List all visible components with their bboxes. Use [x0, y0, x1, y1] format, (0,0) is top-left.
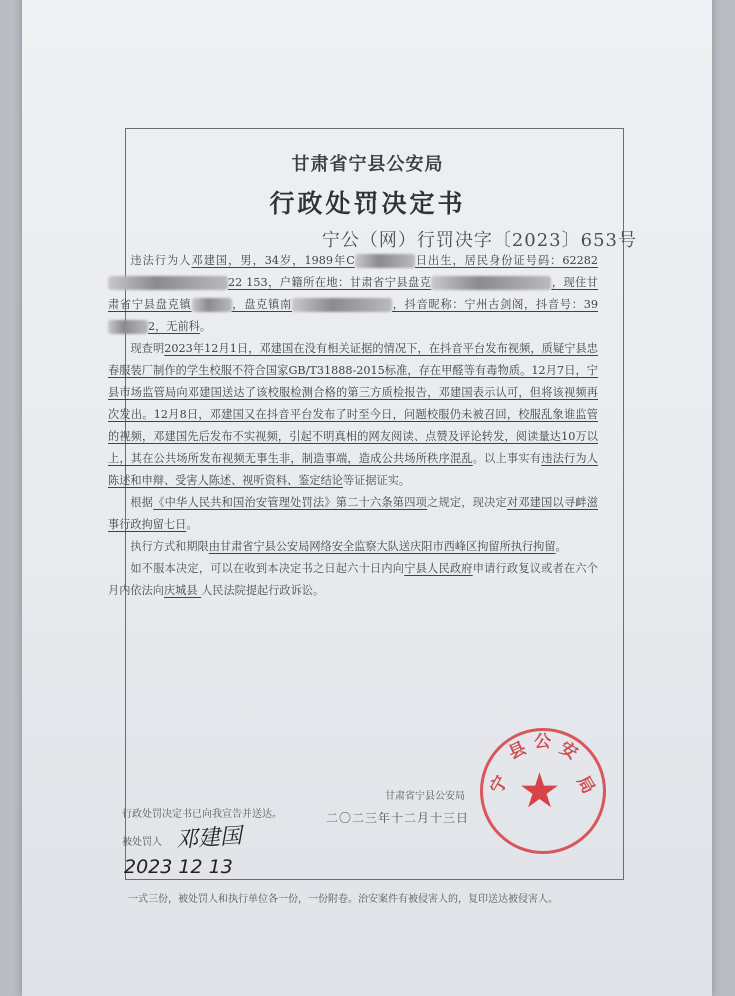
filled-field-text: ，现住甘肃省宁县盘克镇 [108, 276, 598, 311]
official-seal [480, 728, 606, 854]
body-text: 。 [555, 540, 567, 553]
body-text: 执行方式和期限 [130, 540, 209, 553]
body-paragraph [108, 492, 598, 536]
body-text: 申请行政复议或者在六个月内依法向 [108, 562, 598, 597]
filled-field-text: ，盘克镇南 [231, 298, 292, 311]
filled-field-text: 庆城县 [163, 584, 202, 597]
body-text: 如不服本决定，可以在收到本决定书之日起六十日内向 [130, 562, 405, 575]
handwritten-date: 2023 12 13 [124, 856, 233, 878]
filled-field-text: 2023年12月1日，邓建国在没有相关证据的情况下，在抖音平台发布视频，质疑宁县忠春服装厂制作的学生校服不符合国家GB/T31888-2015标准，存在甲醛等有毒物质。12月7日，宁县市场监管局向邓建国送达了该校服检测合格的第三方质检报告，邓建国表示认可，但将该视频再次发出。12月8日，邓建国又在抖音平台发布了时至今日，问题校服仍未被召回，校服乱象谁监管的视频，邓建国先后发布不实视频，引起不明真相的网友阅读、点赞及评论转发，阅读量达10万以上，其在公共场所发布视频无事生非，制造事端，造成公共场所秩序混乱 [108, 342, 598, 465]
redaction-blur [108, 276, 228, 290]
seal-ring-char: 安 [556, 738, 581, 764]
filled-field-text: 对邓建国以寻衅滋事行政拘留七日 [108, 496, 598, 531]
filled-field-text: 日出生，居民身份证号码：62282 [414, 254, 598, 267]
body-paragraph [108, 338, 598, 492]
document-body [108, 250, 598, 602]
body-paragraph [108, 536, 598, 558]
served-statement: 行政处罚决定书已向我宣告并送达。 [122, 809, 282, 820]
body-text: 。以上事实有 [472, 452, 542, 465]
document-title: 行政处罚决定书 [269, 189, 466, 218]
body-text: 。 [199, 320, 212, 333]
body-paragraph [108, 558, 598, 602]
issue-date: 二〇二三年十二月十三日 [326, 811, 470, 825]
body-text: 现查明 [130, 342, 165, 355]
redaction-blur [192, 298, 232, 312]
punished-person-label: 被处罚人 [122, 837, 162, 848]
filled-field-text: 2，无前科 [148, 320, 200, 333]
filled-field-text: ，抖音昵称：宁州古剑阁，抖音号：39 [392, 298, 598, 311]
redaction-blur [108, 320, 148, 334]
footnote: 一式三份，被处罚人和执行单位各一份，一份附卷。治安案件有被侵害人的，复印送达被侵害人。 [128, 894, 558, 905]
filled-field-text: 22 153，户籍所在地：甘肃省宁县盘克 [228, 276, 432, 289]
body-text: 人民法院提起行政诉讼。 [201, 584, 325, 597]
filled-field-text: 违法行为人陈述和申辩、受害人陈述、视听资料、鉴定结论 [108, 452, 598, 487]
issuing-agency: 甘肃省宁县公安局 [291, 154, 444, 175]
seal-ring-char: 局 [572, 772, 599, 798]
seal-ring-char: 公 [534, 732, 551, 752]
body-text: 等证据证实。 [342, 474, 411, 487]
document-number: 宁公（网）行罚决字〔2023〕653号 [321, 230, 637, 251]
body-paragraph [108, 250, 598, 338]
filled-field-text: 邓建国，男，34岁，1989年C [191, 254, 355, 267]
filled-field-text: 《中华人民共和国治安管理处罚法》第二十六条第四项 [153, 496, 428, 509]
body-text: 违法行为人 [130, 254, 192, 267]
body-text: 。 [186, 518, 198, 531]
issuer-name: 甘肃省宁县公安局 [385, 791, 465, 802]
seal-ring-char: 县 [505, 738, 530, 764]
redaction-blur [431, 276, 551, 290]
handwritten-signature: 邓建国 [175, 823, 243, 854]
redaction-blur [355, 254, 415, 268]
seal-star-icon: ★ [518, 763, 562, 819]
seal-ring-char: 宁 [486, 772, 513, 798]
body-text: 根据 [130, 496, 154, 509]
filled-field-text: 由甘肃省宁县公安局网络安全监察大队送庆阳市西峰区拘留所执行拘留 [208, 540, 556, 553]
filled-field-text: 宁县人民政府 [404, 562, 473, 575]
redaction-blur [292, 298, 392, 312]
body-text: 之规定，现决定 [427, 496, 507, 509]
